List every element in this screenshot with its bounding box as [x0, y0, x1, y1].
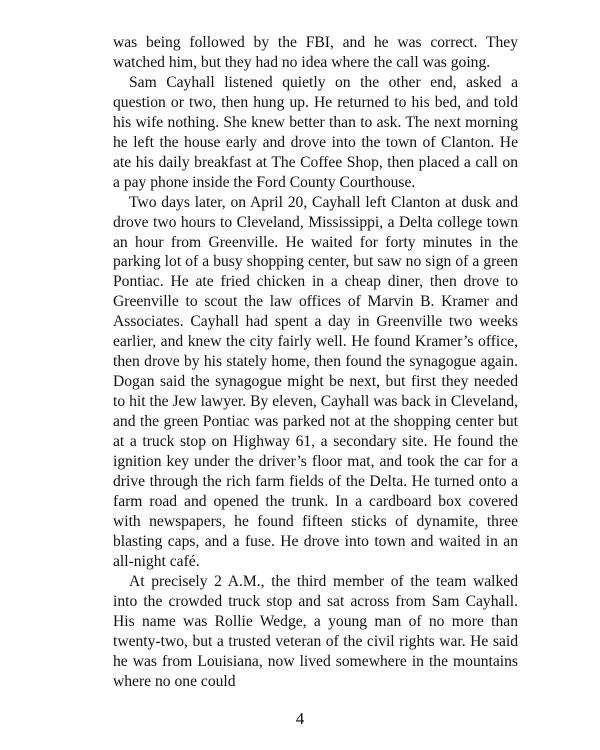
- paragraph-continuation: was being followed by the FBI, and he was correct. They watched him, but they had no idea where the call was going.: [113, 34, 518, 71]
- page-number: 4: [295, 709, 305, 728]
- paragraph: At precisely 2 A.M., the third member of the team walked into the crowded truck stop and sat across from Sam Cayhall. His name was Rollie Wedge, a young man of no more than twenty-two, but a trusted veteran of the civil rights war. He said he was from Louisiana, now lived somewhere in the mountains where no one could: [113, 572, 518, 690]
- page-body-text: [113, 33, 518, 691]
- paragraph: Sam Cayhall listened quietly on the other end, asked a question or two, then hung up. He returned to his bed, and told his wife nothing. She knew better than to ask. The next morning he left the house early and drove into the town of Clanton. He ate his daily breakfast at The Coffee Shop, then placed a call on a pay phone inside the Ford County Courthouse.: [113, 73, 518, 191]
- paragraph: Two days later, on April 20, Cayhall left Clanton at dusk and drove two hours to Cleveland, Mississippi, a Delta college town an hour from Greenville. He waited for forty minutes in the parking lot of a busy shopping center, but saw no sign of a green Pontiac. He ate fried chicken in a cheap diner, then drove to Greenville to scout the law offices of Marvin B. Kramer and Associates. Cayhall had spent a day in Greenville two weeks earlier, and knew the city fairly well. He found Kramer’s office, then drove by his stately home, then found the synagogue again. Dogan said the synagogue might be next, but first they needed to hit the Jew lawyer. By eleven, Cayhall was back in Cleveland, and the green Pontiac was parked not at the shopping center but at a truck stop on Highway 61, a secondary site. He found the ignition key under the driver’s floor mat, and took the car for a drive through the rich farm fields of the Delta. He turned onto a farm road and opened the trunk. In a cardboard box covered with newspapers, he found fifteen sticks of dynamite, three blasting caps, and a fuse. He drove into town and waited in an all-night café.: [113, 193, 518, 570]
